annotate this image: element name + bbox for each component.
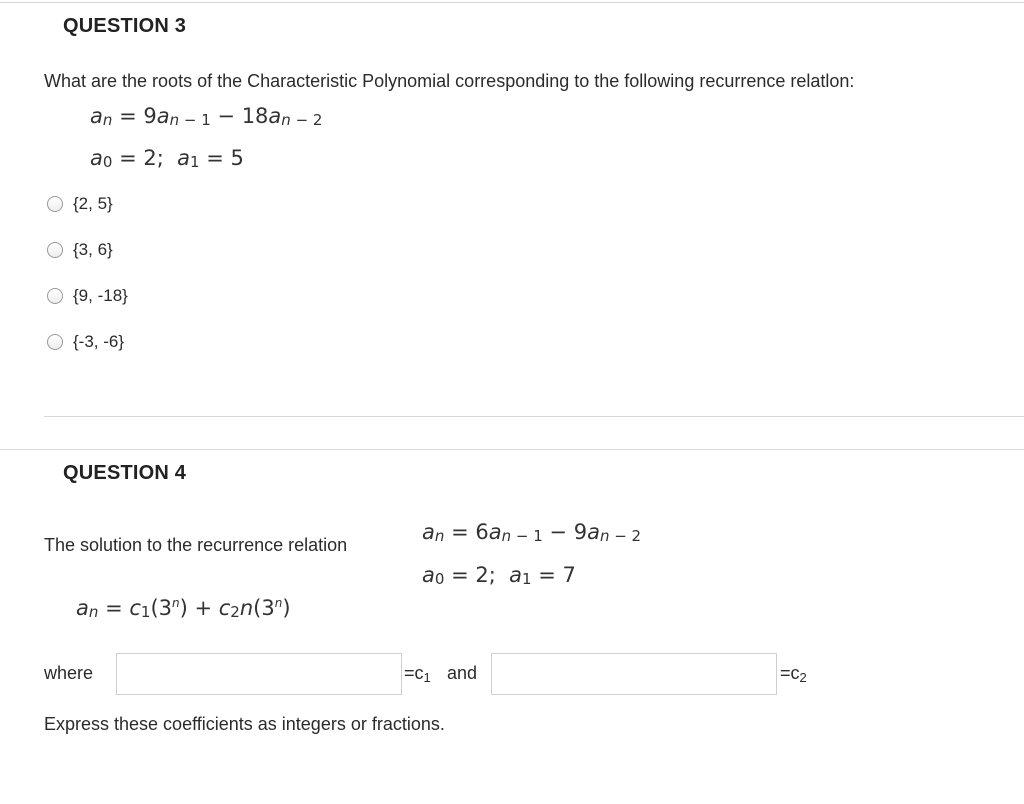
question-4-title: QUESTION 4 xyxy=(63,462,187,484)
top-divider xyxy=(0,2,1024,3)
radio-button[interactable] xyxy=(47,196,63,212)
initial-conditions: $a_0 = 2$; $a_1 = 7$ xyxy=(422,563,576,588)
option-label: {-3, -6} xyxy=(73,332,125,351)
radio-button[interactable] xyxy=(47,334,63,350)
answer-option-4[interactable] xyxy=(47,331,124,353)
answer-option-3[interactable] xyxy=(47,285,128,307)
c1-input[interactable] xyxy=(116,653,402,695)
option-label: {2, 5} xyxy=(73,194,113,213)
radio-button[interactable] xyxy=(47,242,63,258)
where-label: where xyxy=(44,663,94,683)
recurrence-equation: $a_n = 9a_{n - 1} - 18a_{n - 2}$ xyxy=(90,104,323,129)
section-divider xyxy=(0,449,1024,450)
option-label: {9, -18} xyxy=(73,286,128,305)
question-3-bottom-divider xyxy=(44,416,1024,417)
c1-label: $=c_1$ xyxy=(404,663,431,685)
and-label: and xyxy=(447,663,478,683)
initial-conditions: $a_0 = 2$; $a_1 = 5$ xyxy=(90,146,244,171)
option-label: {3, 6} xyxy=(73,240,113,259)
answer-option-2[interactable] xyxy=(47,239,113,261)
instruction-text: Express these coefficients as integers or fractions. xyxy=(44,714,445,734)
question-3-title: QUESTION 3 xyxy=(63,15,187,37)
radio-button[interactable] xyxy=(47,288,63,304)
solution-form: $a_n = c_1(3^n) + c_2n(3^n)$ xyxy=(76,596,291,621)
answer-option-1[interactable] xyxy=(47,193,113,215)
question-4-prompt: The solution to the recurrence relation xyxy=(44,535,348,555)
c2-input[interactable] xyxy=(491,653,777,695)
question-3-prompt: What are the roots of the Characteristic Polynomial corresponding to the following recurrence relatlon: xyxy=(44,71,855,91)
c2-label: $=c_2$ xyxy=(780,663,807,685)
recurrence-equation: $a_n = 6a_{n - 1} - 9a_{n - 2}$ xyxy=(422,520,642,545)
